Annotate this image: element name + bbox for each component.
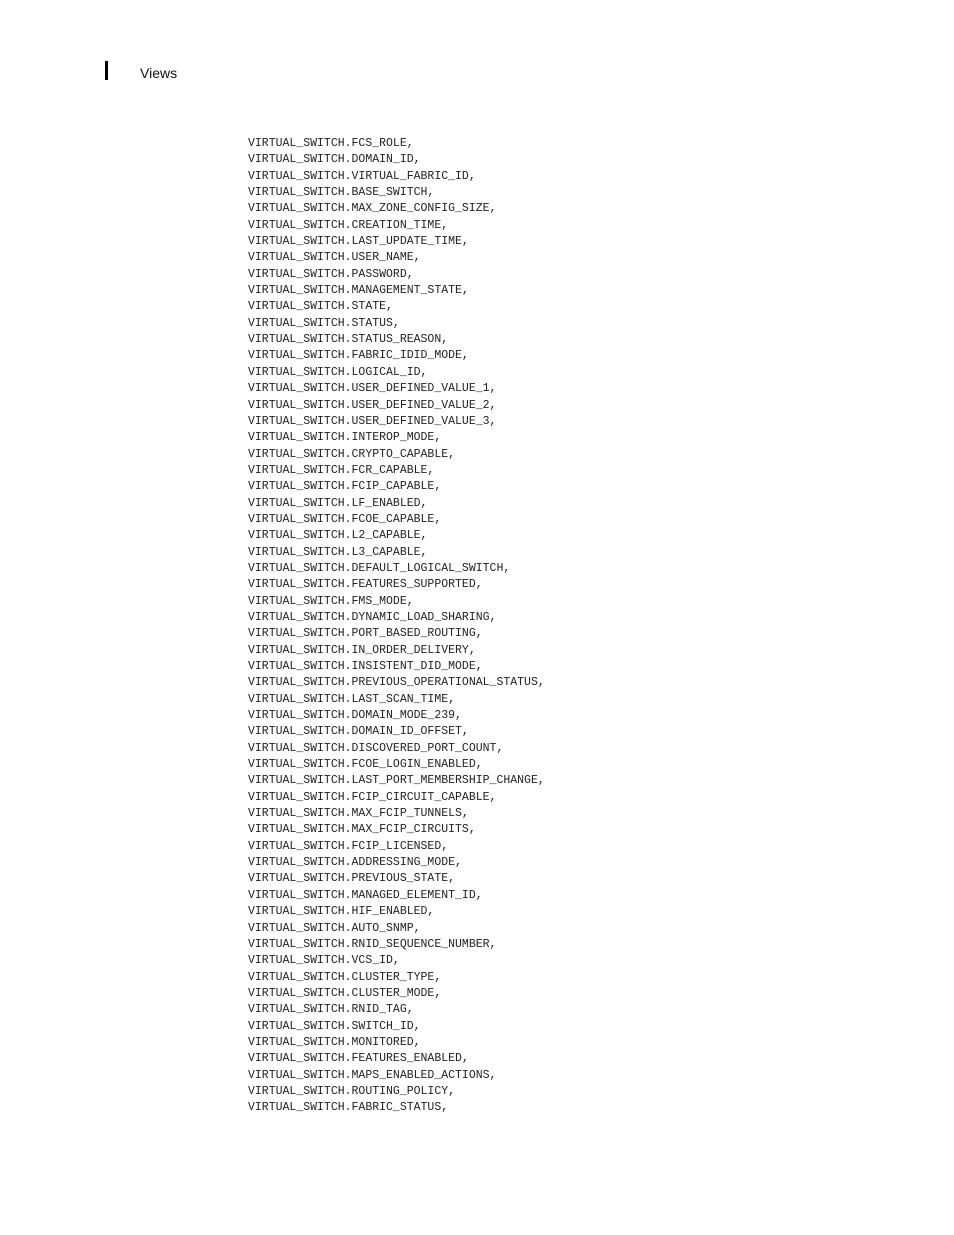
code-line: VIRTUAL_SWITCH.STATE, <box>248 300 393 314</box>
code-line: VIRTUAL_SWITCH.MAX_ZONE_CONFIG_SIZE, <box>248 202 497 216</box>
code-line: VIRTUAL_SWITCH.FCR_CAPABLE, <box>248 463 435 477</box>
code-line: VIRTUAL_SWITCH.PASSWORD, <box>248 267 414 281</box>
change-bar <box>105 61 108 80</box>
code-line: VIRTUAL_SWITCH.CLUSTER_MODE, <box>248 986 442 1000</box>
code-line: VIRTUAL_SWITCH.CLUSTER_TYPE, <box>248 970 442 984</box>
code-line: VIRTUAL_SWITCH.SWITCH_ID, <box>248 1019 421 1033</box>
code-line: VIRTUAL_SWITCH.ADDRESSING_MODE, <box>248 856 462 870</box>
code-line: VIRTUAL_SWITCH.DOMAIN_ID, <box>248 153 421 167</box>
code-line: VIRTUAL_SWITCH.CRYPTO_CAPABLE, <box>248 447 456 461</box>
code-line: VIRTUAL_SWITCH.USER_DEFINED_VALUE_1, <box>248 382 497 396</box>
code-line: VIRTUAL_SWITCH.FEATURES_SUPPORTED, <box>248 578 483 592</box>
code-line: VIRTUAL_SWITCH.DYNAMIC_LOAD_SHARING, <box>248 610 497 624</box>
code-line: VIRTUAL_SWITCH.PREVIOUS_OPERATIONAL_STATUS, <box>248 676 545 690</box>
code-line: VIRTUAL_SWITCH.FCS_ROLE, <box>248 137 414 150</box>
code-line: VIRTUAL_SWITCH.STATUS_REASON, <box>248 333 449 347</box>
code-line: VIRTUAL_SWITCH.FCOE_CAPABLE, <box>248 512 442 526</box>
code-line: VIRTUAL_SWITCH.USER_DEFINED_VALUE_2, <box>248 398 497 412</box>
code-line: VIRTUAL_SWITCH.DOMAIN_ID_OFFSET, <box>248 725 469 739</box>
code-line: VIRTUAL_SWITCH.FCIP_LICENSED, <box>248 839 449 853</box>
code-line: VIRTUAL_SWITCH.FCOE_LOGIN_ENABLED, <box>248 758 483 772</box>
code-line: VIRTUAL_SWITCH.LAST_SCAN_TIME, <box>248 692 456 706</box>
code-line: VIRTUAL_SWITCH.VCS_ID, <box>248 954 400 968</box>
code-line: VIRTUAL_SWITCH.MAX_FCIP_TUNNELS, <box>248 807 469 821</box>
code-line: VIRTUAL_SWITCH.LAST_PORT_MEMBERSHIP_CHANGE, <box>248 774 545 788</box>
code-line: VIRTUAL_SWITCH.MAX_FCIP_CIRCUITS, <box>248 823 476 837</box>
code-line: VIRTUAL_SWITCH.PREVIOUS_STATE, <box>248 872 456 886</box>
code-line: VIRTUAL_SWITCH.CREATION_TIME, <box>248 218 449 232</box>
code-line: VIRTUAL_SWITCH.DOMAIN_MODE_239, <box>248 709 462 723</box>
code-listing <box>248 136 545 1117</box>
code-line: VIRTUAL_SWITCH.L2_CAPABLE, <box>248 529 428 543</box>
code-line: VIRTUAL_SWITCH.BASE_SWITCH, <box>248 186 435 200</box>
code-line: VIRTUAL_SWITCH.USER_NAME, <box>248 251 421 265</box>
code-line: VIRTUAL_SWITCH.LF_ENABLED, <box>248 496 428 510</box>
code-line: VIRTUAL_SWITCH.FMS_MODE, <box>248 594 414 608</box>
code-line: VIRTUAL_SWITCH.LAST_UPDATE_TIME, <box>248 235 469 249</box>
code-line: VIRTUAL_SWITCH.INTEROP_MODE, <box>248 431 442 445</box>
code-line: VIRTUAL_SWITCH.FEATURES_ENABLED, <box>248 1052 469 1066</box>
code-line: VIRTUAL_SWITCH.VIRTUAL_FABRIC_ID, <box>248 169 476 183</box>
code-line: VIRTUAL_SWITCH.HIF_ENABLED, <box>248 905 435 919</box>
code-line: VIRTUAL_SWITCH.DISCOVERED_PORT_COUNT, <box>248 741 504 755</box>
code-line: VIRTUAL_SWITCH.STATUS, <box>248 316 400 330</box>
code-line: VIRTUAL_SWITCH.RNID_TAG, <box>248 1003 414 1017</box>
code-line: VIRTUAL_SWITCH.PORT_BASED_ROUTING, <box>248 627 483 641</box>
code-line: VIRTUAL_SWITCH.USER_DEFINED_VALUE_3, <box>248 414 497 428</box>
code-line: VIRTUAL_SWITCH.FABRIC_IDID_MODE, <box>248 349 469 363</box>
code-line: VIRTUAL_SWITCH.DEFAULT_LOGICAL_SWITCH, <box>248 561 511 575</box>
code-line: VIRTUAL_SWITCH.MANAGED_ELEMENT_ID, <box>248 888 483 902</box>
code-line: VIRTUAL_SWITCH.MAPS_ENABLED_ACTIONS, <box>248 1068 497 1082</box>
code-line: VIRTUAL_SWITCH.FCIP_CAPABLE, <box>248 480 442 494</box>
code-line: VIRTUAL_SWITCH.ROUTING_POLICY, <box>248 1084 456 1098</box>
code-line: VIRTUAL_SWITCH.AUTO_SNMP, <box>248 921 421 935</box>
code-line: VIRTUAL_SWITCH.FABRIC_STATUS, <box>248 1101 449 1115</box>
page-header-title: Views <box>140 65 178 81</box>
code-line: VIRTUAL_SWITCH.MANAGEMENT_STATE, <box>248 284 469 298</box>
code-line: VIRTUAL_SWITCH.RNID_SEQUENCE_NUMBER, <box>248 937 497 951</box>
code-line: VIRTUAL_SWITCH.MONITORED, <box>248 1035 421 1049</box>
code-line: VIRTUAL_SWITCH.LOGICAL_ID, <box>248 365 428 379</box>
code-line: VIRTUAL_SWITCH.L3_CAPABLE, <box>248 545 428 559</box>
code-line: VIRTUAL_SWITCH.IN_ORDER_DELIVERY, <box>248 643 476 657</box>
code-line: VIRTUAL_SWITCH.INSISTENT_DID_MODE, <box>248 660 483 673</box>
code-line: VIRTUAL_SWITCH.FCIP_CIRCUIT_CAPABLE, <box>248 790 497 804</box>
